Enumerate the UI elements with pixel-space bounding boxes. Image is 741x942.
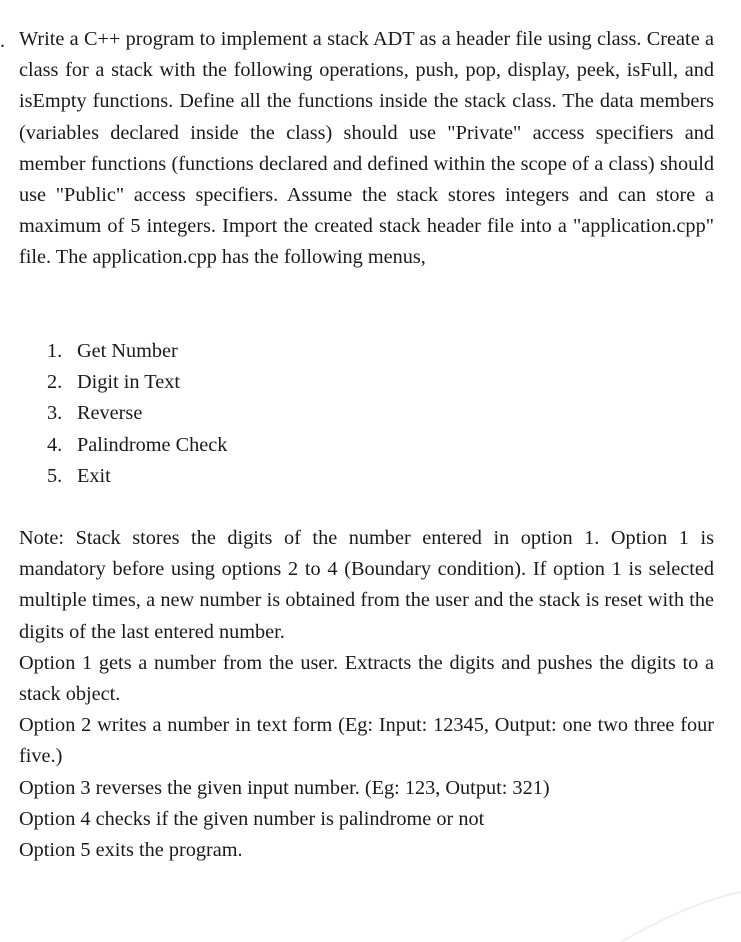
option-5-description: Option 5 exits the program.	[19, 839, 243, 862]
menu-item-label: Get Number	[77, 340, 178, 362]
question-intro-paragraph: Write a C++ program to implement a stack ADT as a header file using class. Create a class for a stack with the following operations, push, pop, display, peek, isFull, and isEmpty functions. Define all the functions inside the stack class. The data members (variables declared inside the class) should use "Private" access specifiers and member functions (functions declared and defined within the scope of a class) should use "Public" access specifiers. Assume the stack stores integers and can store a maximum of 5 integers. Import the created stack header file into a "application.cpp" file. The application.cpp has the following menus,	[19, 28, 714, 269]
option-2-description: Option 2 writes a number in text form (Eg: Input: 12345, Output: one two three four five.)	[19, 714, 714, 768]
note-paragraph: Note: Stack stores the digits of the number entered in option 1. Option 1 is mandatory before using options 2 to 4 (Boundary condition). If option 1 is selected multiple times, a new number is obtained from the user and the stack is reset with the digits of the last entered number.	[19, 527, 714, 643]
menu-item-label: Exit	[77, 464, 111, 487]
menu-list	[47, 336, 227, 492]
menu-item-label: Digit in Text	[77, 371, 180, 394]
notes-section	[19, 523, 714, 866]
menu-item-number: 1.	[47, 340, 63, 362]
menu-item	[47, 430, 227, 461]
option-1-description: Option 1 gets a number from the user. Extracts the digits and pushes the digits to a stack object.	[19, 651, 714, 706]
question-number-marker: .	[0, 30, 5, 52]
option-3-description: Option 3 reverses the given input number. (Eg: 123, Output: 321)	[19, 776, 550, 799]
menu-item	[47, 336, 227, 367]
menu-item-label: Reverse	[77, 402, 143, 425]
page-curl-decoration	[621, 882, 741, 942]
menu-item-number: 3.	[47, 402, 63, 425]
menu-item	[47, 398, 227, 429]
option-4-description: Option 4 checks if the given number is palindrome or not	[19, 807, 485, 830]
menu-item-number: 2.	[47, 371, 63, 394]
menu-item	[47, 461, 227, 492]
menu-item	[47, 367, 227, 398]
menu-item-number: 4.	[47, 433, 63, 456]
menu-item-number: 5.	[47, 464, 63, 487]
menu-item-label: Palindrome Check	[77, 433, 228, 456]
